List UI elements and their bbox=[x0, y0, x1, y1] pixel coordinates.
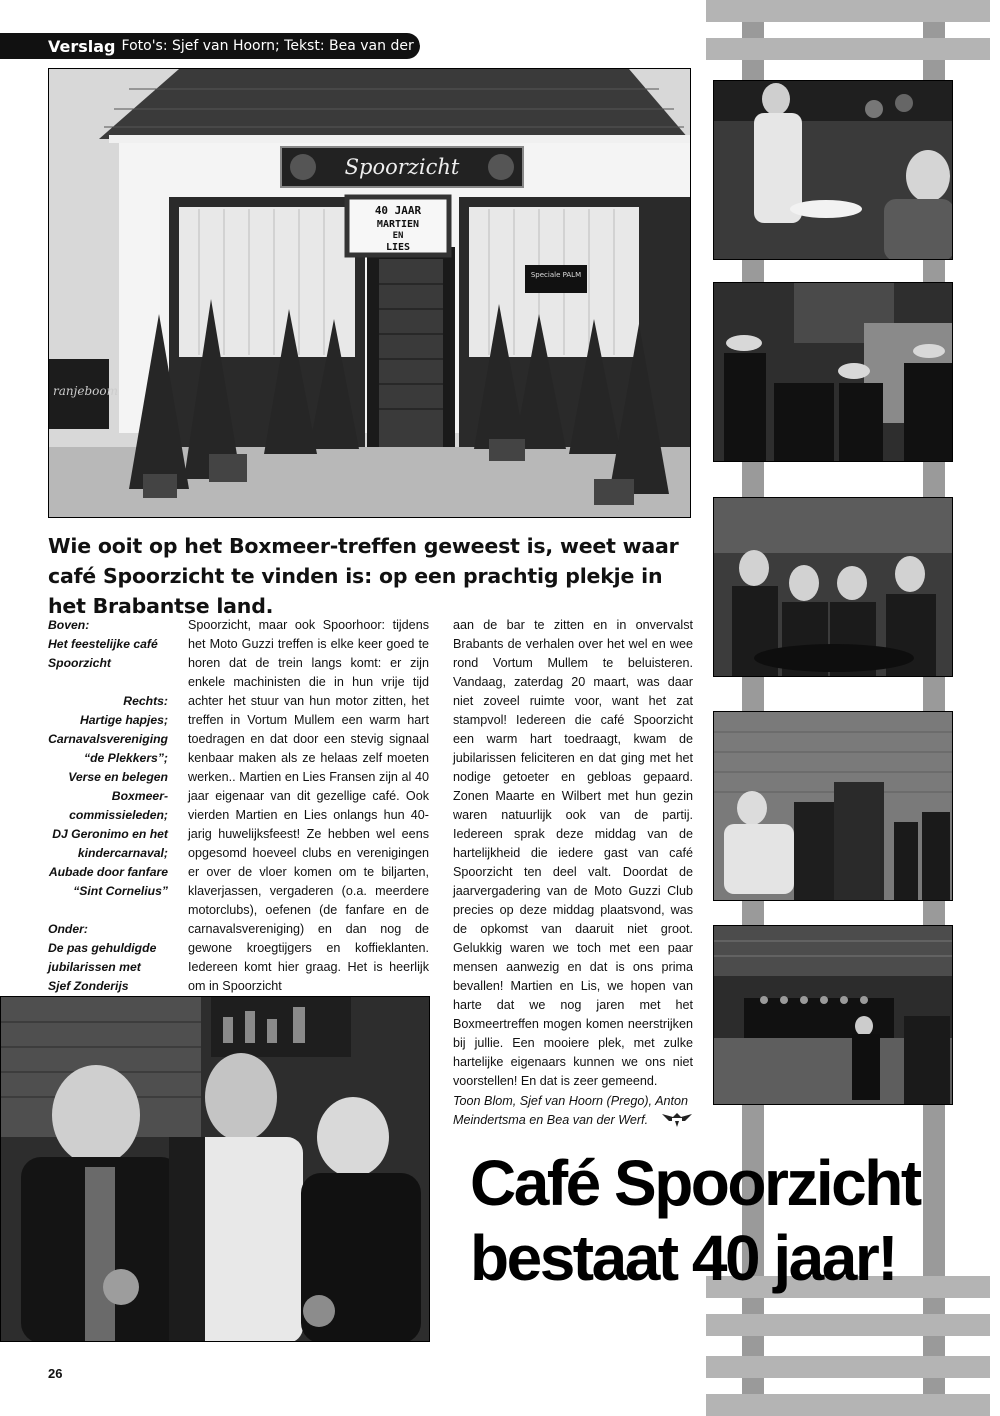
section-kicker: Verslag bbox=[48, 36, 116, 56]
body-column-2 bbox=[453, 616, 693, 1091]
caption-right-line: Aubade door fanfare bbox=[48, 865, 168, 879]
palm-sign-text: Speciale PALM bbox=[530, 271, 582, 279]
article-title-line-2: bestaat 40 jaar! bbox=[470, 1222, 897, 1294]
caption-bottom-label: Onder: bbox=[48, 922, 88, 936]
caption-bottom-line: De pas gehuldigde bbox=[48, 941, 157, 955]
photo-jubilarians bbox=[0, 996, 430, 1342]
caption-top-line: Spoorzicht bbox=[48, 656, 111, 670]
body-text-1: Spoorzicht, maar ook Spoorhoor: tijdens het Moto Guzzi treffen is elke keer goed te horen dat de trein langs komt: er zijn enkele machinisten die in hun vrije tijd achter het stuur van hun motor zitten, het treffen in Vortum Mullem een warm hart toedragen en dat door een stevig signaal kenbaar maken als ze helaas zelf moeten werken.. Martien en Lies Fransen zijn al 40 jaar eigenaar van dit gezellige café. Ook vierden Martien en Lies onlangs hun 40-jarig huwelijksfeest! Ze hebben wel eens opgesomd hoeveel clubs en verenigingen er over de vloer komen om te biljarten, klaverjassen, vergaderen (o.a. meerdere motorclubs), oefenen (de fanfare en de carnavalsvereniging) en dan nog de gewone kroegtijgers en koffieklanten. Iedereen komt hier graag. Het is heerlijk om in Spoorzicht bbox=[188, 618, 429, 993]
caption-right-line: commissieleden; bbox=[69, 808, 168, 822]
caption-right-line: Verse en belegen bbox=[68, 770, 168, 784]
jubilarians-photo-illustration bbox=[1, 997, 430, 1342]
caption-right-line: Boxmeer- bbox=[111, 789, 168, 803]
photo-fanfare bbox=[713, 925, 953, 1105]
photo-text-credit: Foto's: Sjef van Hoorn; Tekst: Bea van der Werf bbox=[121, 38, 451, 54]
caption-right-line: Hartige hapjes; bbox=[79, 713, 168, 727]
awning-text: ranjeboom bbox=[53, 384, 118, 398]
photo-captions bbox=[48, 616, 168, 996]
article-title bbox=[470, 1146, 970, 1296]
section-header bbox=[0, 33, 451, 59]
moto-guzzi-eagle-icon bbox=[661, 1110, 693, 1130]
caption-top-label: Boven: bbox=[48, 618, 90, 632]
main-cafe-photo bbox=[48, 68, 691, 518]
caption-top-line: Het feestelijke café bbox=[48, 637, 158, 651]
caption-right-line: kindercarnaval; bbox=[77, 846, 168, 860]
body-column-1 bbox=[188, 616, 429, 996]
rail-tie bbox=[706, 1314, 990, 1336]
photo-dj bbox=[713, 711, 953, 901]
caption-right-line: “de Plekkers”; bbox=[83, 751, 168, 765]
rail-tie bbox=[706, 38, 990, 60]
carnival-photo-illustration bbox=[714, 283, 953, 462]
dj-photo-illustration bbox=[714, 712, 953, 901]
caption-right-line: Carnavalsvereniging bbox=[48, 732, 168, 746]
author-credits: Toon Blom, Sjef van Hoorn (Prego), Anton Meindertsma en Bea van der Werf. bbox=[453, 1094, 688, 1127]
caption-right-line: DJ Geronimo en het bbox=[52, 827, 168, 841]
photo-carnival-club bbox=[713, 282, 953, 462]
snacks-photo-illustration bbox=[714, 81, 953, 260]
rail-tie bbox=[706, 1356, 990, 1378]
rail-tie bbox=[706, 1394, 990, 1416]
banner-line-2: MARTIEN bbox=[376, 219, 420, 230]
cafe-facade-illustration bbox=[49, 69, 691, 518]
caption-right-line: “Sint Cornelius” bbox=[73, 884, 168, 898]
article-title-line-1: Café Spoorzicht bbox=[470, 1147, 920, 1219]
body-text-2: aan de bar te zitten en in onvervalst Brabants de verhalen over het wel en wee rond Vortum Mullem te beluisteren. Vandaag, zaterdag 20 maart, was daar niet zoveel ruimte voor, want het zat stampvol! Iedereen die café Spoorzicht een warm hart toedraagt, kwam de jubilarissen feliciteren en dat ging met het nodige getoeter en gebloas gepaard. Zonen Maarte en Wilbert met hun gezin waren natuurlijk ook van de partij. Iedereen sprak deze middag van de hartelijkheid die iedere gast van café Spoorzicht ten deel valt. Doordat de jaarvergadering van de Moto Guzzi Club precies op deze middag plaatsvond, was de opkomst van daaruit niet groot. Gelukkig waren we toch met een paar mensen aanwezig en dat is ons prima bevallen! Martien en Lis, we hopen van harte dat we nog jaren met het Boxmeertreffen mogen komen neerstrijken bij jullie. Een mooiere plek, met zulke hartelijke eigenaars kunnen we ons niet voorstellen! En dat is zeer gemeend. bbox=[453, 618, 693, 1088]
photo-committee bbox=[713, 497, 953, 677]
fanfare-photo-illustration bbox=[714, 926, 953, 1105]
banner-line-1: 40 JAAR bbox=[374, 204, 422, 217]
banner-line-3: EN bbox=[392, 231, 404, 241]
rail-tie bbox=[706, 0, 990, 22]
committee-photo-illustration bbox=[714, 498, 953, 677]
photo-snacks bbox=[713, 80, 953, 260]
page-number: 26 bbox=[48, 1366, 63, 1381]
caption-right-label: Rechts: bbox=[123, 694, 168, 708]
caption-bottom-line: jubilarissen met bbox=[48, 960, 141, 974]
intro-lead: Wie ooit op het Boxmeer-treffen geweest is, weet waar café Spoorzicht te vinden is: op een prachtig plekje in het Brabantse land. bbox=[48, 534, 679, 618]
banner-line-4: LIES bbox=[385, 242, 411, 253]
caption-bottom-line: Sjef Zonderijs bbox=[48, 979, 129, 993]
cafe-sign-text: Spoorzicht bbox=[344, 155, 460, 179]
